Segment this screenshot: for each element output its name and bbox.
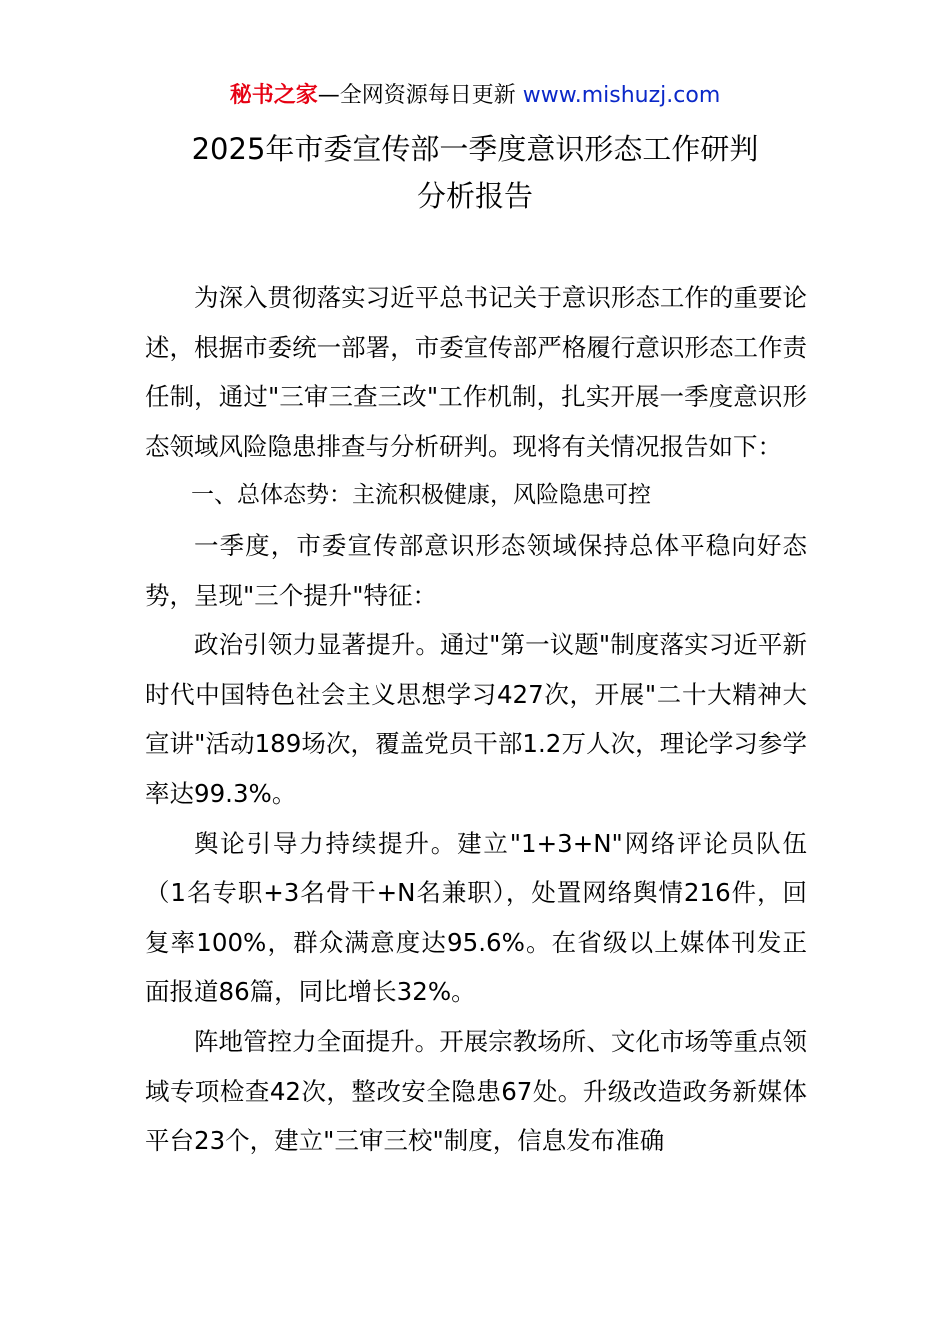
public-opinion-paragraph: 舆论引导力持续提升。建立"1+3+N"网络评论员队伍（1名专职+3名骨干+N名兼职），处置网络舆情216件，回复率100%，群众满意度达95.6%。在省级以上媒体刊发正面报道86篇，同比增长32%。 (145, 828, 807, 1007)
site-name: 秘书之家 (229, 83, 318, 108)
overview-paragraph: 一季度，市委宣传部意识形态领域保持总体平稳向好态势，呈现"三个提升"特征： (145, 530, 807, 610)
political-guidance-paragraph: 政治引领力显著提升。通过"第一议题"制度落实习近平新时代中国特色社会主义思想学习427次，开展"二十大精神大宣讲"活动189场次，覆盖党员干部1.2万人次，理论学习参学率达99.3%。 (145, 630, 807, 808)
position-control-paragraph: 阵地管控力全面提升。开展宗教场所、文化市场等重点领域专项检查42次，整改安全隐患67处。升级改造政务新媒体平台23个，建立"三审三校"制度，信息发布准确 (145, 1026, 807, 1156)
site-header (0, 80, 950, 112)
title-line-2: 分析报告 (416, 179, 533, 213)
title-line-1: 2025年市委宣传部一季度意识形态工作研判 (191, 132, 759, 166)
document-body (145, 273, 807, 1166)
site-slogan: —全网资源每日更新 (317, 83, 523, 108)
section-heading-1: 一、总体态势：主流积极健康，风险隐患可控 (191, 482, 651, 509)
site-url-link[interactable]: www.mishuzj.com (522, 83, 721, 108)
document-title (0, 126, 950, 220)
intro-paragraph: 为深入贯彻落实习近平总书记关于意识形态工作的重要论述，根据市委统一部署，市委宣传部严格履行意识形态工作责任制，通过"三审三查三改"工作机制，扎实开展一季度意识形态领域风险隐患排查与分析研判。现将有关情况报告如下： (145, 283, 807, 461)
